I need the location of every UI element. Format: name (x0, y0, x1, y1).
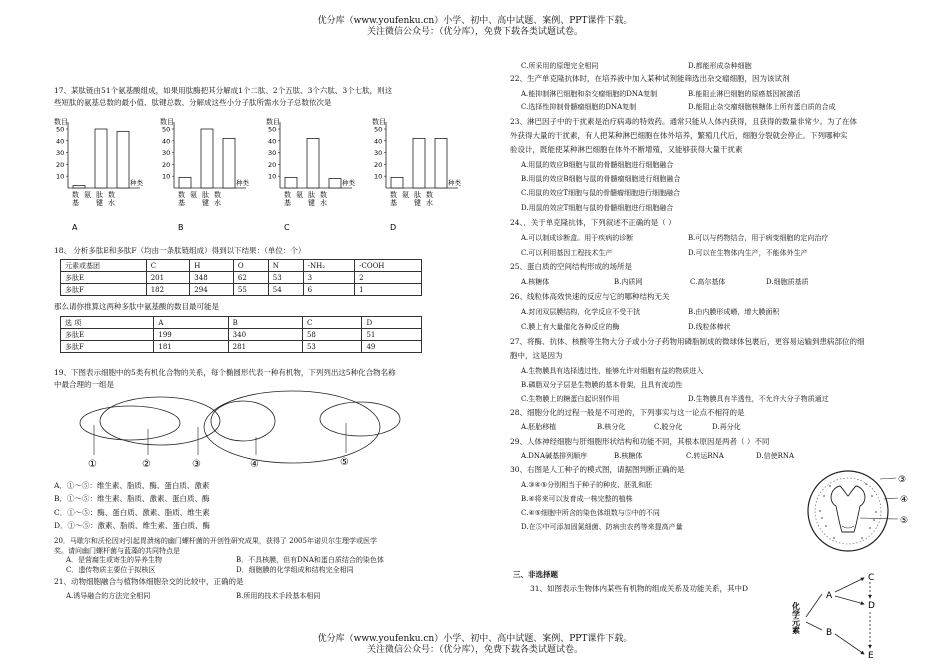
x-category-label: 数 (72, 191, 79, 199)
x-category-label: 数 (214, 191, 221, 199)
q20-option-b: B．不具核膜，但有DNA和蛋白质结合的染色体 (236, 556, 384, 564)
ellipse-2 (100, 397, 220, 445)
node-b: B (826, 628, 833, 638)
q30-option-b: B.④将来可以发育成一株完整的植株 (521, 495, 633, 503)
q23-line-2: 外获得大量的干扰素，有人把某种淋巴细胞在体外培养，繁殖几代后，细胞分裂就会停止。下列哪种实 (510, 131, 848, 140)
q18-t1-cell: 348 (190, 272, 234, 284)
q21-option-b: B.所用的技术手段基本相同 (236, 592, 321, 600)
y-tick-label: 40 (374, 137, 383, 146)
q18-t1-header-row (61, 260, 422, 272)
node-c: C (868, 573, 875, 583)
q18-t1-cell: 2 (355, 272, 422, 284)
x-category-label: 基 (72, 199, 79, 207)
q22-option-c: C.选择性抑制骨髓瘤细胞的DNA复制 (521, 103, 637, 111)
q18-t1-cell: 多肽F (61, 284, 147, 296)
q18-t1-cell: 201 (146, 272, 190, 284)
q18-t2-cell: D (362, 317, 422, 329)
q23-option-d: D.用鼠的效应T细胞与鼠的骨髓细胞进行细胞融合 (521, 204, 674, 212)
q27-line-2: 胞中，这是因为 (510, 351, 563, 360)
q19-line-2: 中最合理的一组是 (54, 380, 114, 389)
q18-t2-cell: 多肽E (61, 329, 154, 341)
q18-t2-cell: A (154, 317, 228, 329)
x-category-label: 肽 (308, 191, 315, 199)
q23-option-b: B.用鼠的效应B细胞与鼠的骨髓瘤细胞进行细胞融合 (521, 175, 681, 183)
bar-B-氨基数 (179, 177, 191, 188)
y-tick-label: 50 (56, 125, 65, 134)
bar-A-肽键数 (95, 129, 107, 188)
q18-t2-row (61, 341, 422, 353)
q18-t2-cell: C (302, 317, 362, 329)
q25-option-d: D.细胞质基质 (766, 278, 809, 286)
q29-option-c: C.转运RNA (686, 452, 724, 460)
q29-option-b: B.核糖体 (614, 452, 643, 460)
q27-option-a: A.生物膜具有选择透过性，能够允许对细胞有益的物质进入 (521, 367, 704, 375)
x-category-label: 键 (308, 199, 315, 207)
q26-option-d: D.线粒体棒状 (688, 323, 731, 331)
q17-bar-charts (50, 112, 470, 232)
q24-option-b: B.可以与药物结合，用于病变细胞的定向治疗 (688, 234, 829, 242)
x-category-label: 键 (96, 199, 103, 207)
x-axis-label: 种类 (130, 179, 143, 187)
q18-t2-header-row (61, 317, 422, 329)
q18-t1-cell: 62 (233, 272, 268, 284)
q30-option-a: A.③④⑤分别相当于种子的种皮、胚乳和胚 (521, 481, 653, 489)
q21-option-d: D.都能形成杂种细胞 (688, 62, 752, 70)
y-tick-label: 30 (374, 149, 383, 158)
seed-label-5: ⑤ (900, 516, 909, 526)
q28-option-a: A.胚胎移植 (521, 423, 557, 431)
bar-C-氨基数 (285, 177, 297, 188)
y-tick-label: 30 (162, 149, 171, 158)
x-category-label: 键 (414, 199, 421, 207)
header-line-2: 关注微信公众号：（优分库），免费下载各类试题试卷。 (366, 27, 583, 37)
q19-ellipse-diagram (60, 393, 400, 473)
bar-D-需水数 (435, 138, 447, 188)
q18-t1-row (61, 284, 422, 296)
q19-option-d: D．①～⑤：激素、脂质、维生素、蛋白质、酶 (54, 521, 211, 530)
diagram-label-1: ① (88, 459, 97, 470)
ellipse-5 (320, 402, 400, 436)
x-category-label: 氨 (190, 191, 197, 199)
q18-t1-cell: C (146, 260, 190, 272)
q30-line-1: 30、右图是人工种子的模式图，请据图判断正确的是 (510, 465, 685, 474)
diagram-label-3: ③ (192, 459, 201, 470)
x-category-label: 肽 (96, 191, 103, 199)
q27-option-b: B.磷脂双分子层是生物膜的基本骨架，且具有流动性 (521, 381, 683, 389)
q18-t1-cell: N (268, 260, 303, 272)
q27-option-c: C.生物膜上的糖蛋白起识别作用 (521, 395, 620, 403)
bar-C-肽键数 (307, 138, 319, 188)
q27-option-d: D.生物膜具有半透性，不允许大分子物质通过 (688, 395, 829, 403)
y-tick-label: 40 (56, 137, 65, 146)
q18-t2-cell: B (228, 317, 302, 329)
q28-line-1: 28、细胞分化的过程一般是不可逆的，下列事实与这一论点不相符的是 (510, 408, 745, 417)
x-category-label: 水 (214, 199, 221, 207)
q24-option-d: D.可以在生物体内生产，不能体外生产 (688, 249, 808, 257)
chart-ylabel: 数目 (160, 118, 174, 126)
diagram-side-label: 化学元素 (791, 602, 801, 634)
x-category-label: 数 (320, 191, 327, 199)
x-category-label: 氨 (84, 191, 91, 199)
q18-t1-cell: 55 (233, 284, 268, 296)
x-category-label: 氨 (296, 191, 303, 199)
q25-line-1: 25、蛋白质的空间结构形成的场所是 (510, 262, 633, 271)
bar-A-氨基数 (73, 186, 85, 188)
x-category-label: 数 (390, 191, 397, 199)
q21-line-1: 21、动物细胞融合与植物体细胞杂交的比较中，正确的是 (54, 577, 244, 586)
y-tick-label: 10 (268, 172, 277, 181)
q18-t1-cell: O (233, 260, 268, 272)
y-tick-label: 10 (162, 172, 171, 181)
x-category-label: 肽 (202, 191, 209, 199)
y-tick-label: 20 (374, 160, 383, 169)
q20-option-c: C．遗传物质主要位于拟核区 (66, 566, 156, 574)
y-tick-label: 50 (374, 125, 383, 134)
q18-t2-cell: 281 (228, 341, 302, 353)
diagram-label-5: ⑤ (340, 457, 349, 468)
q18-t2-cell: 选 项 (61, 317, 154, 329)
q18-t2-row (61, 329, 422, 341)
x-category-label: 水 (320, 199, 327, 207)
q25-option-c: C.高尔基体 (690, 278, 726, 286)
y-tick-label: 20 (162, 160, 171, 169)
q22-line-1: 22、生产单克隆抗体时，在培养液中加入某种试剂能筛选出杂交瘤细胞，因为该试剂 (510, 74, 790, 83)
q18-t1-cell: 54 (268, 284, 303, 296)
y-tick-label: 20 (56, 160, 65, 169)
q20-line-2: 奖。请问幽门螺杆菌与蓝藻的共同特点是 (54, 547, 180, 555)
ellipse-1 (80, 406, 180, 440)
q18-t1-cell: 多肽E (61, 272, 147, 284)
q19-option-a: A．①～⑤：维生素、脂质、酶、蛋白质、激素 (54, 481, 210, 490)
x-category-label: 氨 (402, 191, 409, 199)
q18-intro: 18、 分析多肽E和多肽F（均由一条肽链组成）得到以下结果：（单位：个） (54, 246, 306, 255)
q18-t1-cell: 53 (268, 272, 303, 284)
q22-option-a: A.能抑制淋巴细胞和杂交瘤细胞的DNA复制 (521, 90, 658, 98)
x-axis-label: 种类 (236, 179, 249, 187)
q27-line-1: 27、将酶、抗体、核酸等生物大分子或小分子药物用磷脂制成的微球体包裹后，更容易运输到患病部位的细 (510, 337, 865, 346)
q28-option-d: D.再分化 (712, 423, 741, 431)
x-category-label: 水 (426, 199, 433, 207)
chart-option-A: A (72, 223, 78, 232)
header-line-1: 优分库（www.youfenku.cn）小学、初中、高中试题、案例、PPT课件下载。 (317, 16, 633, 26)
q30-artificial-seed-figure (800, 466, 920, 556)
q19-option-c: C．①～⑤：酶、蛋白质、激素、脂质、维生素 (54, 508, 210, 517)
x-category-label: 基 (284, 199, 291, 207)
q18-t1-cell: 3 (303, 272, 354, 284)
q29-option-a: A.DNA碱基排列顺序 (521, 452, 588, 460)
q19-option-b: B．①～⑤：维生素、脂质、激素、蛋白质、酶 (54, 494, 210, 503)
q25-option-a: A.核糖体 (521, 278, 550, 286)
q30-option-c: C.④⑤细胞中所含的染色体组数与⑤中的不同 (521, 509, 660, 517)
q18-t1-cell: 294 (190, 284, 234, 296)
q18-t1-cell: 6 (303, 284, 354, 296)
chart-ylabel: 数目 (54, 118, 68, 126)
node-d: D (868, 601, 875, 611)
q23-option-a: A.用鼠的效应B细胞与鼠的骨髓细胞进行细胞融合 (521, 161, 674, 169)
x-category-label: 数 (426, 191, 433, 199)
x-category-label: 数 (108, 191, 115, 199)
x-category-label: 基 (178, 199, 185, 207)
q17-line-2: 些短肽的氨基总数的最小值、肽键总数、分解成这些小分子肽所需水分子总数依次是 (54, 98, 332, 107)
q31-line-1: 31、如图表示生物体内某些有机物的组成关系及功能关系，其中D (530, 584, 749, 593)
q26-option-b: B.由内膜形成嵴，增大膜面积 (688, 308, 780, 316)
diagram-label-2: ② (142, 459, 151, 470)
y-tick-label: 30 (56, 149, 65, 158)
chart-option-B: B (178, 223, 184, 232)
q18-t1-cell: 182 (146, 284, 190, 296)
node-e: E (868, 651, 874, 661)
y-tick-label: 10 (56, 172, 65, 181)
q18-t1-cell: 1 (355, 284, 422, 296)
x-category-label: 数 (284, 191, 291, 199)
q18-t2-cell: 51 (362, 329, 422, 341)
q22-option-b: B.能阻止淋巴细胞的原癌基因被激活 (688, 90, 801, 98)
chart-option-D: D (390, 223, 397, 232)
x-category-label: 肽 (414, 191, 421, 199)
q18-t2-cell: 49 (362, 341, 422, 353)
diagram-label-4: ④ (250, 459, 259, 470)
q28-option-c: C.脱分化 (654, 423, 683, 431)
bar-A-需水数 (117, 131, 129, 188)
q18-t1-cell: H (190, 260, 234, 272)
bar-B-需水数 (223, 138, 235, 188)
bar-D-肽键数 (413, 138, 425, 188)
q18-table-options (60, 316, 422, 353)
q17-line-1: 17、某肽链由51个氨基酸组成，如果用肽酶把其分解成1个二肽、2个五肽、3个六肽、3个七肽，则这 (54, 86, 393, 95)
q20-option-d: D．细胞膜的化学组成和结构完全相同 (236, 566, 354, 574)
x-category-label: 键 (202, 199, 209, 207)
seed-label-3: ③ (898, 475, 907, 485)
q29-option-d: D.信使RNA (756, 452, 795, 460)
q21-option-c: C.所采用的原理完全相同 (521, 62, 599, 70)
q18-question: 那么请你推算这两种多肽中氨基酸的数目最可能是 (54, 302, 219, 311)
q21-option-a: A.诱导融合的方法完全相同 (66, 592, 151, 600)
q26-option-c: C.膜上有大量催化各种反应的酶 (521, 323, 620, 331)
y-tick-label: 40 (268, 137, 277, 146)
ellipse-3 (211, 401, 275, 441)
chart-ylabel: 数目 (372, 118, 386, 126)
footer-line-1: 优分库（www.youfenku.cn）小学、初中、高中试题、案例、PPT课件下载。 (317, 634, 633, 644)
q24-option-c: C.可以利用基因工程技术生产 (521, 249, 613, 257)
q25-option-b: B.内质网 (614, 278, 643, 286)
q22-option-d: D.能阻止杂交瘤细胞核糖体上所有蛋白质的合成 (688, 103, 836, 111)
bar-C-需水数 (329, 179, 341, 188)
y-tick-label: 40 (162, 137, 171, 146)
q26-option-a: A.封闭双层膜结构，化学反应不受干扰 (521, 308, 641, 316)
footer-line-2: 关注微信公众号：（优分库），免费下载各类试题试卷。 (366, 645, 583, 655)
x-category-label: 水 (108, 199, 115, 207)
q28-option-b: B.核分化 (597, 423, 626, 431)
q30-option-d: D.在⑤中可添加固氮细菌、防病虫农药等来提高产量 (521, 523, 683, 531)
y-tick-label: 10 (374, 172, 383, 181)
chart-ylabel: 数目 (266, 118, 280, 126)
x-category-label: 数 (178, 191, 185, 199)
q23-line-3: 验设计，既能使某种淋巴细胞在体外不断增殖，又能够获得大量干扰素 (510, 145, 743, 154)
y-tick-label: 50 (162, 125, 171, 134)
bar-B-肽键数 (201, 129, 213, 188)
section-3-title: 三、非选择题 (513, 570, 558, 579)
y-tick-label: 20 (268, 160, 277, 169)
q18-t2-cell: 340 (228, 329, 302, 341)
bar-D-氨基数 (391, 177, 403, 188)
seed-label-4: ④ (900, 495, 909, 505)
q24-line-1: 24、．关于单克隆抗体，下列叙述不正确的是（ ） (510, 218, 676, 227)
q18-t2-cell: 58 (302, 329, 362, 341)
x-axis-label: 种类 (342, 179, 355, 187)
q20-line-1: 20．马歇尔和沃伦因对引起胃溃疡的幽门螺杆菌的开创性研究成果，获得了 2005年诺贝尔生理学或医学 (54, 537, 377, 545)
chart-option-C: C (284, 223, 290, 232)
q18-t1-cell: -NH₂ (303, 260, 354, 272)
q26-line-1: 26、线粒体高效快速的反应与它的哪种结构无关 (510, 292, 670, 301)
q23-option-c: C.用鼠的效应T细胞与鼠的骨髓瘤细胞进行细胞融合 (521, 189, 680, 197)
q18-t1-cell: -COOH (355, 260, 422, 272)
q29-line-1: 29、人体神经细胞与肝细胞形状结构和功能不同，其根本原因是两者（ ）不同 (510, 437, 770, 446)
q18-table-elements (60, 259, 422, 296)
x-category-label: 基 (390, 199, 397, 207)
node-a: A (826, 591, 833, 601)
q23-line-1: 23、淋巴因子中的干扰素是治疗病毒的特效药。通常只能从人体内获得，且获得的数量非常少。为了在体 (510, 117, 858, 126)
y-tick-label: 50 (268, 125, 277, 134)
q24-option-a: A.可以制成诊断盒。用于疾病的诊断 (521, 234, 634, 242)
q18-t2-cell: 53 (302, 341, 362, 353)
q18-t2-cell: 181 (154, 341, 228, 353)
q20-option-a: A．是营腐生或寄生的异养生物 (66, 556, 163, 564)
q18-t1-row (61, 272, 422, 284)
q18-t2-cell: 199 (154, 329, 228, 341)
x-axis-label: 种类 (448, 179, 461, 187)
y-tick-label: 30 (268, 149, 277, 158)
q19-line-1: 19、下图表示细胞中的5类有机化合物的关系，每个椭圆形代表一种有机物，下列列出这5种化合物名称 (54, 368, 396, 377)
q18-t2-cell: 多肽F (61, 341, 154, 353)
q18-t1-cell: 元素或基团 (61, 260, 147, 272)
